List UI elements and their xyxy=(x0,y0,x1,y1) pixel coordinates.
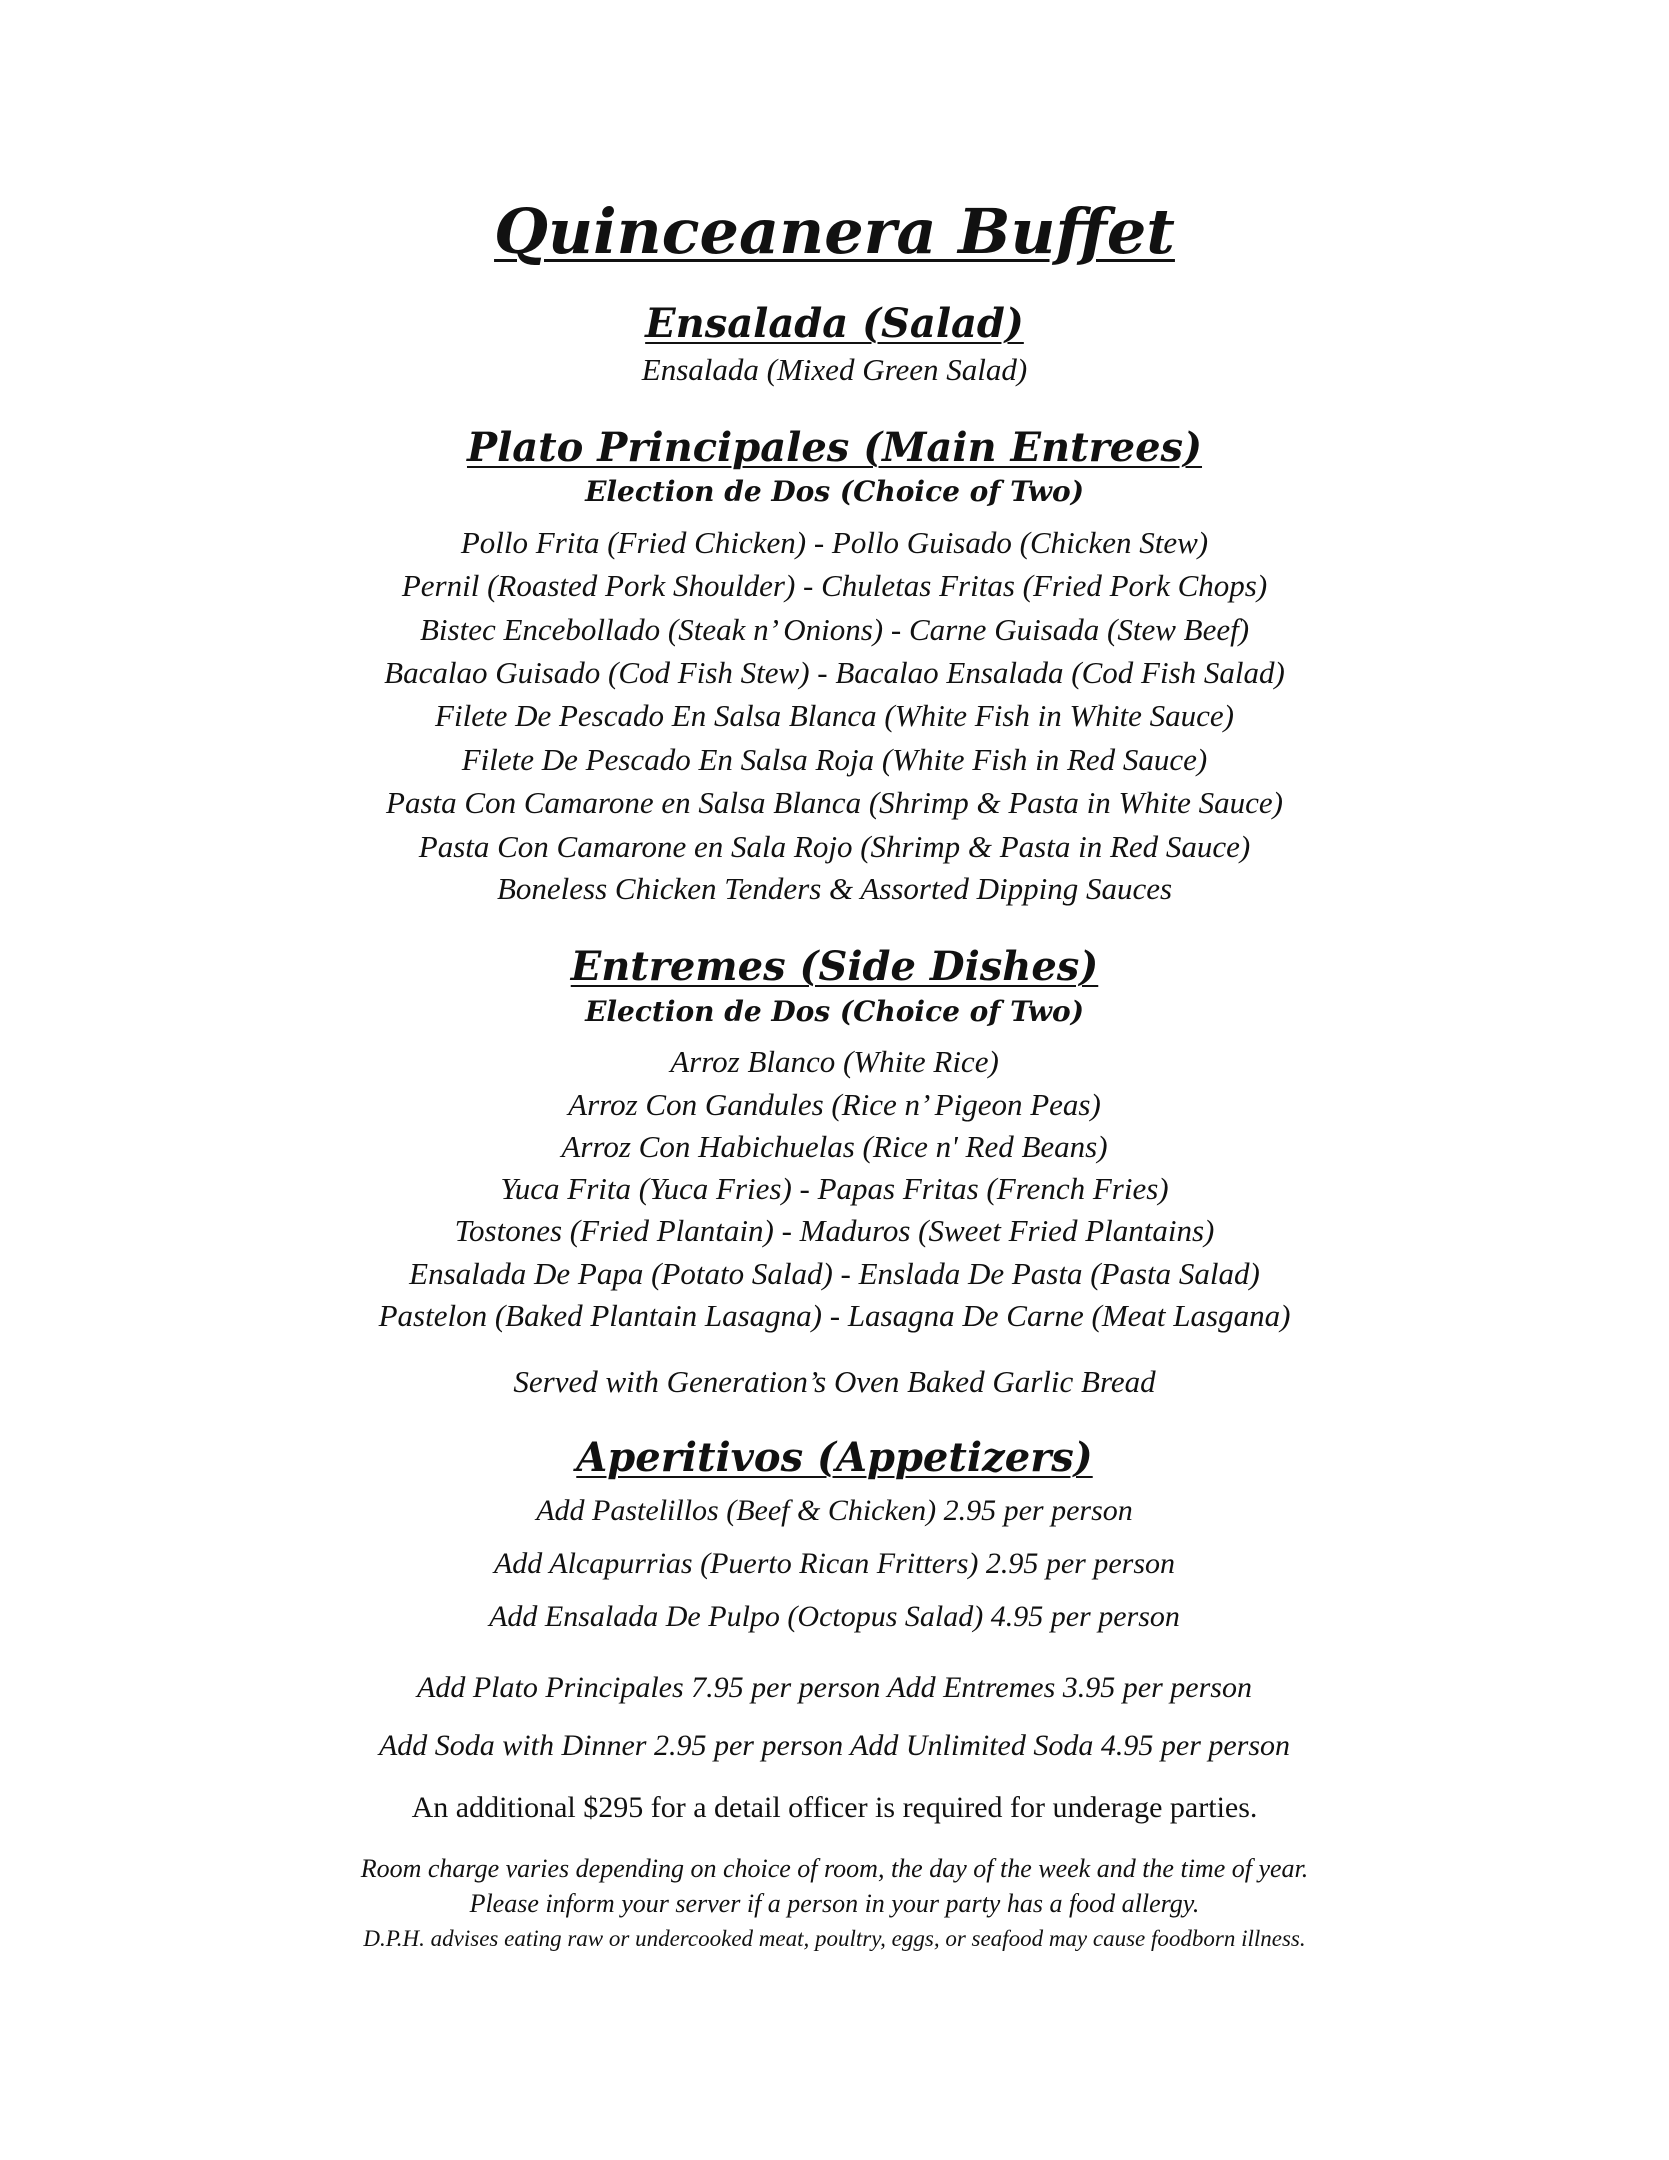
side-item: Pastelon (Baked Plantain Lasagna) - Lasagna De Carne (Meat Lasgana) xyxy=(378,1298,1291,1333)
entrees-choice-note: Election de Dos (Choice of Two) xyxy=(585,475,1084,508)
garlic-bread-note: Served with Generation’s Oven Baked Garlic Bread xyxy=(513,1364,1156,1399)
entree-item: Pernil (Roasted Pork Shoulder) - Chuletas Fritas (Fried Pork Chops) xyxy=(401,568,1268,603)
side-item: Ensalada De Papa (Potato Salad) - Enslada De Pasta (Pasta Salad) xyxy=(409,1256,1260,1291)
footnote-dph-advisory: D.P.H. advises eating raw or undercooked meat, poultry, eggs, or seafood may cause foodborn illness. xyxy=(363,1926,1306,1951)
salad-heading: Ensalada (Salad) xyxy=(645,300,1024,347)
appetizer-item: Add Pastelillos (Beef & Chicken) 2.95 per person xyxy=(536,1494,1133,1527)
salad-item: Ensalada (Mixed Green Salad) xyxy=(641,352,1028,387)
appetizers-heading: Aperitivos (Appetizers) xyxy=(576,1434,1093,1481)
side-item: Arroz Blanco (White Rice) xyxy=(670,1044,999,1079)
entree-item: Bacalao Guisado (Cod Fish Stew) - Bacalao Ensalada (Cod Fish Salad) xyxy=(384,655,1285,690)
entree-item: Pollo Frita (Fried Chicken) - Pollo Guisado (Chicken Stew) xyxy=(460,525,1209,560)
side-item: Arroz Con Habichuelas (Rice n' Red Beans) xyxy=(561,1129,1108,1164)
entree-item: Filete De Pescado En Salsa Roja (White Fish in Red Sauce) xyxy=(461,742,1208,777)
detail-officer-notice: An additional $295 for a detail officer is required for underage parties. xyxy=(411,1791,1258,1824)
footnote-room-charge: Room charge varies depending on choice of room, the day of the week and the time of year. xyxy=(360,1854,1309,1883)
entree-item: Pasta Con Camarone en Salsa Blanca (Shrimp & Pasta in White Sauce) xyxy=(386,785,1283,820)
side-item: Arroz Con Gandules (Rice n’ Pigeon Peas) xyxy=(568,1087,1101,1122)
addon-line: Add Plato Principales 7.95 per person Add Entremes 3.95 per person xyxy=(417,1671,1252,1704)
sides-heading: Entremes (Side Dishes) xyxy=(570,943,1099,990)
entrees-heading: Plato Principales (Main Entrees) xyxy=(466,424,1203,471)
side-item: Tostones (Fried Plantain) - Maduros (Sweet Fried Plantains) xyxy=(454,1213,1215,1248)
entree-item: Bistec Encebollado (Steak n’ Onions) - Carne Guisada (Stew Beef) xyxy=(419,612,1250,647)
entree-item: Pasta Con Camarone en Sala Rojo (Shrimp & Pasta in Red Sauce) xyxy=(418,829,1251,864)
appetizer-item: Add Ensalada De Pulpo (Octopus Salad) 4.95 per person xyxy=(489,1600,1180,1633)
entree-item: Filete De Pescado En Salsa Blanca (White Fish in White Sauce) xyxy=(435,698,1234,733)
page-title: Quinceanera Buffet xyxy=(494,195,1175,268)
appetizer-item: Add Alcapurrias (Puerto Rican Fritters) 2.95 per person xyxy=(493,1547,1176,1580)
footnote-allergy: Please inform your server if a person in your party has a food allergy. xyxy=(469,1889,1200,1918)
side-item: Yuca Frita (Yuca Fries) - Papas Fritas (French Fries) xyxy=(500,1171,1169,1206)
sides-choice-note: Election de Dos (Choice of Two) xyxy=(585,995,1084,1028)
addon-line: Add Soda with Dinner 2.95 per person Add Unlimited Soda 4.95 per person xyxy=(378,1729,1291,1762)
entree-item: Boneless Chicken Tenders & Assorted Dipping Sauces xyxy=(496,871,1173,906)
